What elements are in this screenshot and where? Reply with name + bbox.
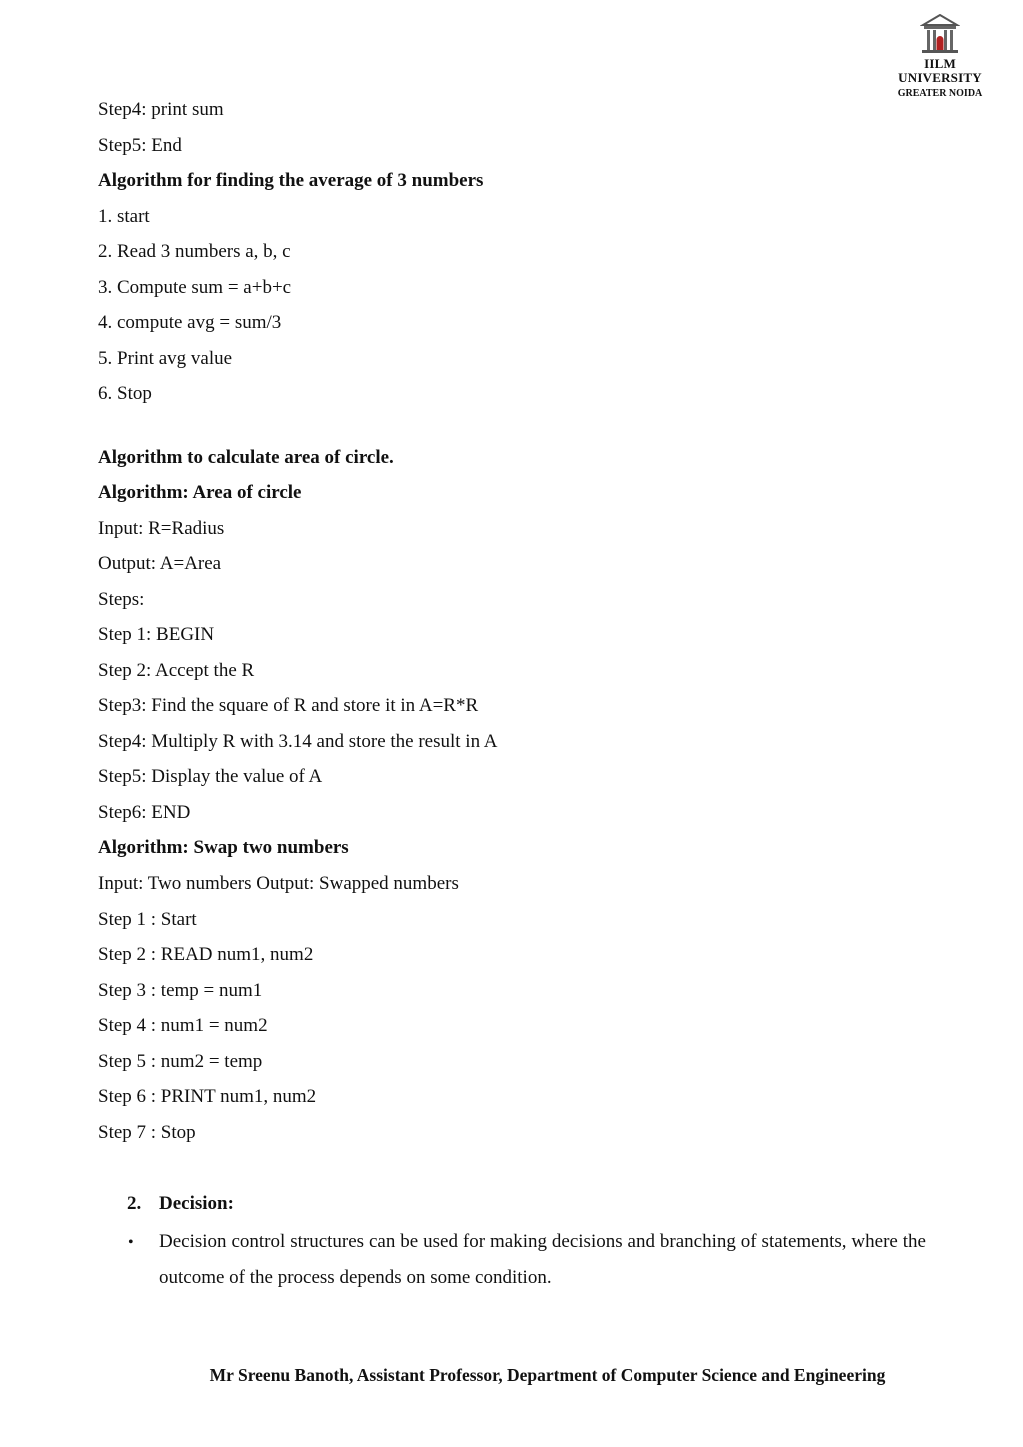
section-heading: Decision: <box>159 1193 234 1214</box>
text-line: Step 4 : num1 = num2 <box>98 1015 268 1036</box>
text-line: Steps: <box>98 589 145 610</box>
text-line: 2. Read 3 numbers a, b, c <box>98 241 291 262</box>
text-line: Step 2 : READ num1, num2 <box>98 944 314 965</box>
section-number: 2. <box>127 1193 142 1214</box>
logo-campus-name: GREATER NOIDA <box>897 88 983 99</box>
heading-average-algorithm: Algorithm for finding the average of 3 numbers <box>98 170 484 191</box>
text-line: Step3: Find the square of R and store it in A=R*R <box>98 695 479 716</box>
university-logo <box>884 14 996 99</box>
logo-university-name: IILM UNIVERSITY <box>898 56 982 85</box>
text-line: Step 2: Accept the R <box>98 660 255 681</box>
text-line: Step 6 : PRINT num1, num2 <box>98 1086 317 1107</box>
heading-swap-algorithm: Algorithm: Swap two numbers <box>98 837 349 858</box>
text-line: Output: A=Area <box>98 553 222 574</box>
text-line: Step 5 : num2 = temp <box>98 1051 263 1072</box>
heading-circle-area: Algorithm to calculate area of circle. <box>98 447 394 468</box>
text-line: Step4: print sum <box>98 99 224 120</box>
bullet-icon: • <box>128 1234 134 1251</box>
text-line: Input: R=Radius <box>98 518 225 539</box>
text-line: Step 1: BEGIN <box>98 624 215 645</box>
text-line: Step6: END <box>98 802 191 823</box>
text-line: Input: Two numbers Output: Swapped numbers <box>98 873 459 894</box>
text-line: 5. Print avg value <box>98 348 233 369</box>
text-line: Step 1 : Start <box>98 909 197 930</box>
text-line: Step 7 : Stop <box>98 1122 196 1143</box>
text-line: 6. Stop <box>98 383 152 404</box>
text-line: Step4: Multiply R with 3.14 and store the result in A <box>98 731 498 752</box>
page-footer: Mr Sreenu Banoth, Assistant Professor, Department of Computer Science and Engineering <box>209 1365 886 1385</box>
text-line: Step5: Display the value of A <box>98 766 323 787</box>
text-line: 3. Compute sum = a+b+c <box>98 277 292 298</box>
section-paragraph: Decision control structures can be used for making decisions and branching of statements, where the outcome of the process depends on some condition. <box>159 1231 926 1288</box>
heading-area-algorithm: Algorithm: Area of circle <box>98 482 302 503</box>
text-line: Step 3 : temp = num1 <box>98 980 263 1001</box>
text-line: 4. compute avg = sum/3 <box>98 312 282 333</box>
text-line: 1. start <box>98 206 150 227</box>
university-building-icon <box>920 14 960 56</box>
text-line: Step5: End <box>98 135 182 156</box>
